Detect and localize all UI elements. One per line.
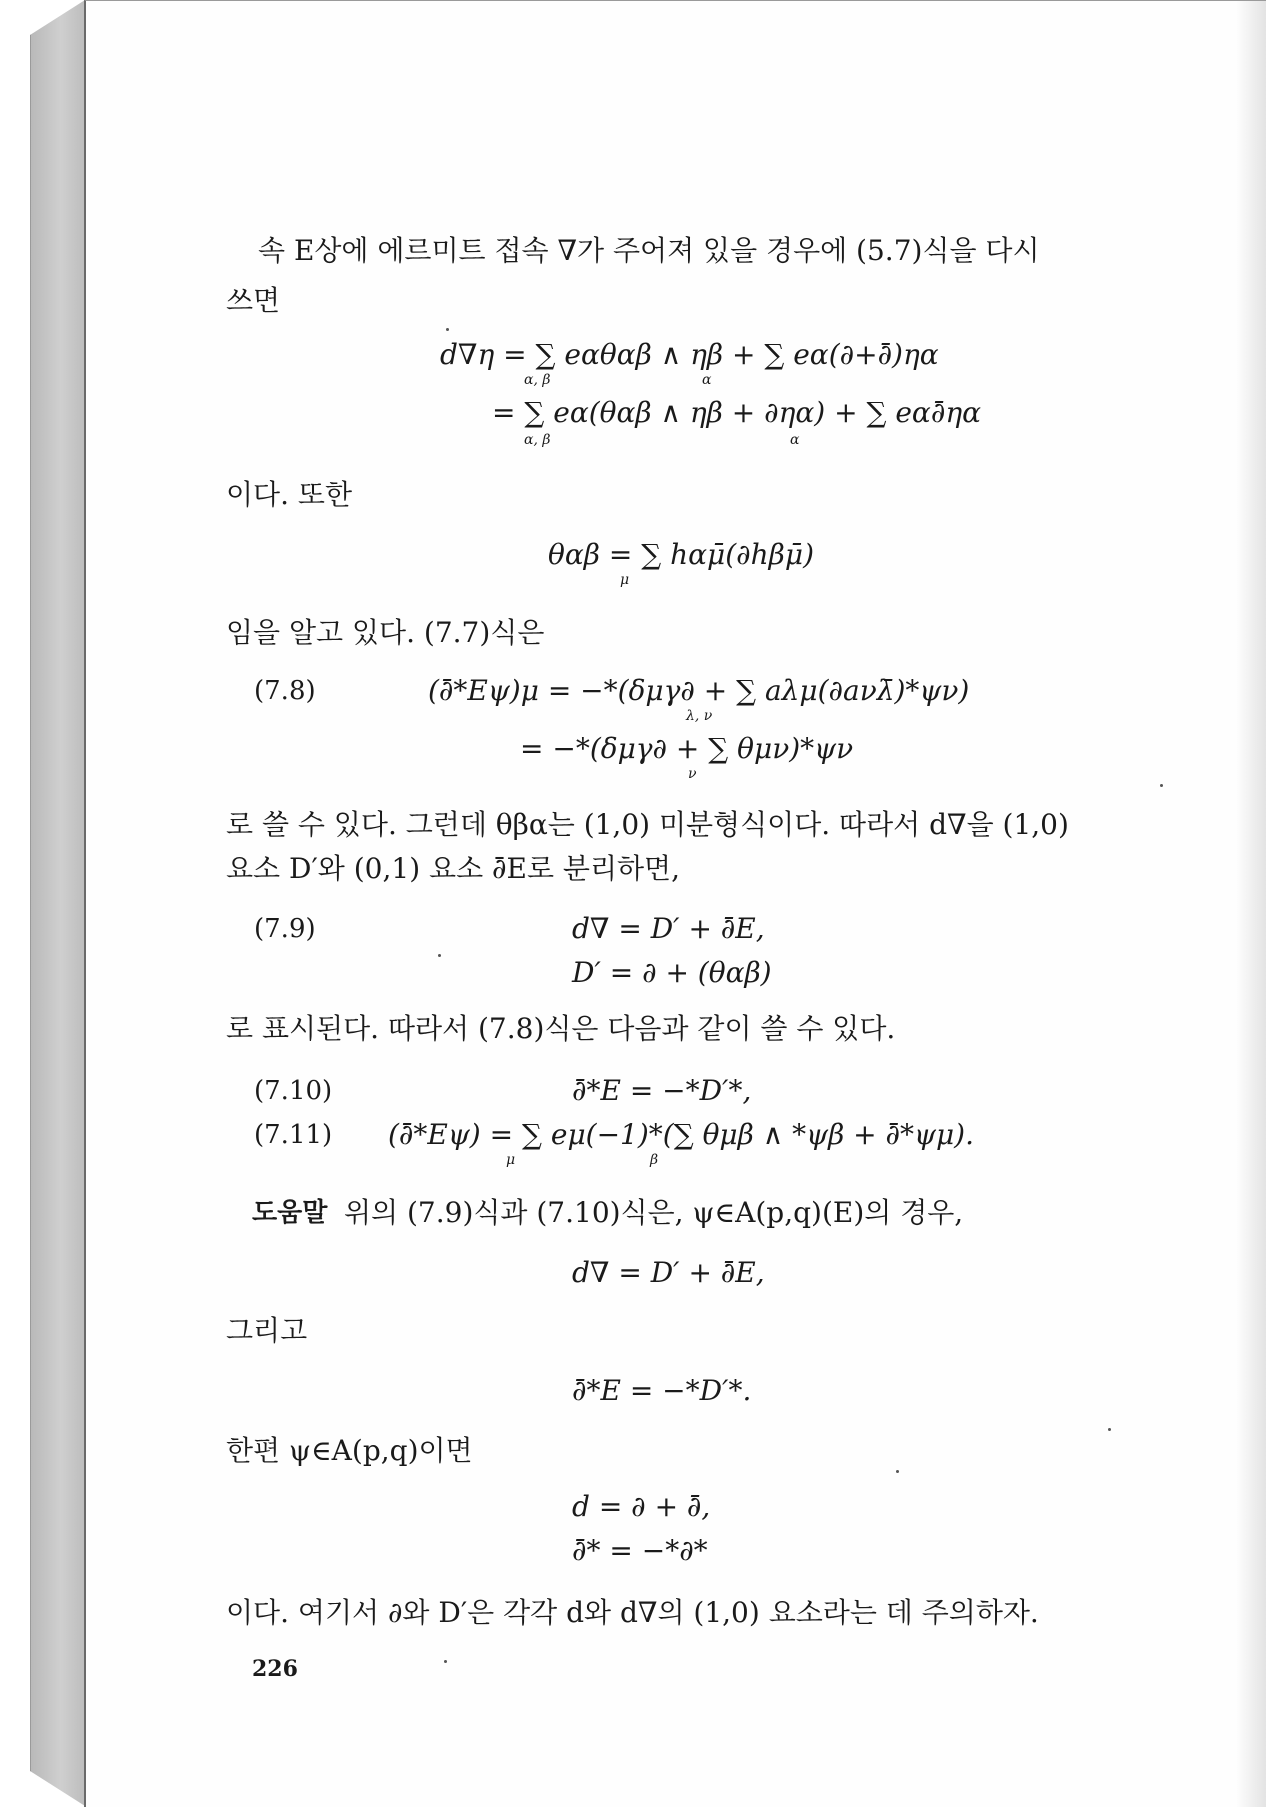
sum-subscript: μ: [620, 572, 630, 588]
equation-theta: θαβ = ∑ hαμ̄(∂hβμ̄): [548, 538, 814, 571]
equation-7-9-line-2: D′ = ∂ + (θαβ): [572, 956, 772, 989]
sum-subscript: μ: [506, 1152, 516, 1168]
scan-speck: [438, 954, 441, 957]
equation-remark-2: ∂̄*E = −*D′*.: [572, 1374, 752, 1407]
equation-remark-1: d∇ = D′ + ∂̄E,: [572, 1256, 765, 1289]
paragraph-2-line-1: 로 쓸 수 있다. 그런데 θβα는 (1,0) 미분형식이다. 따라서 d∇을 (1,0): [226, 808, 1069, 841]
sum-subscript: α: [702, 372, 712, 388]
text-geurigo: 그리고: [226, 1314, 308, 1347]
equation-number-7-9: (7.9): [254, 914, 316, 944]
equation-7-11: (∂̄*Eψ) = ∑ eμ(−1)*(∑ θμβ ∧ *ψβ + ∂̄*ψμ).: [388, 1118, 974, 1151]
scan-speck: [896, 1470, 899, 1473]
scan-speck: [1108, 1428, 1111, 1431]
equation-7-9-line-1: d∇ = D′ + ∂̄E,: [572, 912, 765, 945]
book-spine: [30, 0, 85, 1806]
closing-sentence: 이다. 여기서 ∂와 D′은 각각 d와 d∇의 (1,0) 요소라는 데 주의하자.: [226, 1596, 1039, 1629]
equation-dnabla-eta-line-1: d∇η = ∑ eαθαβ ∧ ηβ + ∑ eα(∂+∂̄)ηα: [440, 338, 939, 371]
equation-number-7-8: (7.8): [254, 676, 316, 706]
intro-line-1: 속 E상에 에르미트 접속 ∇가 주어져 있을 경우에 (5.7)식을 다시: [258, 234, 1040, 267]
sum-subscript: α: [790, 432, 800, 448]
sum-subscript: α, β: [524, 372, 551, 388]
paragraph-2-line-2: 요소 D′와 (0,1) 요소 ∂̄E로 분리하면,: [226, 852, 680, 885]
equation-7-8-line-1: (∂̄*Eψ)μ = −*(δμγ∂ + ∑ aλμ(∂aνλ̄)*ψν): [428, 674, 970, 707]
remark-label: 도움말: [252, 1198, 328, 1228]
remark-text: 위의 (7.9)식과 (7.10)식은, ψ∈A(p,q)(E)의 경우,: [344, 1196, 964, 1229]
text-hanpyeon: 한편 ψ∈A(p,q)이면: [226, 1434, 473, 1467]
sum-subscript: λ, ν: [686, 708, 713, 724]
text-ida-ttohan: 이다. 또한: [226, 478, 352, 511]
scan-speck: [1160, 784, 1163, 787]
equation-number-7-10: (7.10): [254, 1076, 333, 1106]
page-number: 226: [252, 1656, 298, 1682]
equation-dnabla-eta-line-2: = ∑ eα(θαβ ∧ ηβ + ∂ηα) + ∑ eα∂̄ηα: [492, 396, 982, 429]
text-78-intro: 임을 알고 있다. (7.7)식은: [226, 616, 545, 649]
equation-final-1: d = ∂ + ∂̄,: [572, 1490, 711, 1523]
intro-line-2: 쓰면: [226, 284, 281, 317]
paragraph-3: 로 표시된다. 따라서 (7.8)식은 다음과 같이 쓸 수 있다.: [226, 1012, 896, 1045]
sum-subscript: β: [650, 1152, 659, 1168]
equation-7-8-line-2: = −*(δμγ∂ + ∑ θμν)*ψν: [520, 732, 854, 765]
sum-subscript: ν: [688, 766, 697, 782]
scan-speck: [446, 328, 449, 331]
equation-final-2: ∂̄* = −*∂*: [572, 1534, 708, 1567]
equation-number-7-11: (7.11): [254, 1120, 333, 1150]
sum-subscript: α, β: [524, 432, 551, 448]
scan-speck: [444, 1660, 447, 1663]
page-edge-shadow: [1236, 1, 1266, 1807]
equation-7-10: ∂̄*E = −*D′*,: [572, 1074, 752, 1107]
